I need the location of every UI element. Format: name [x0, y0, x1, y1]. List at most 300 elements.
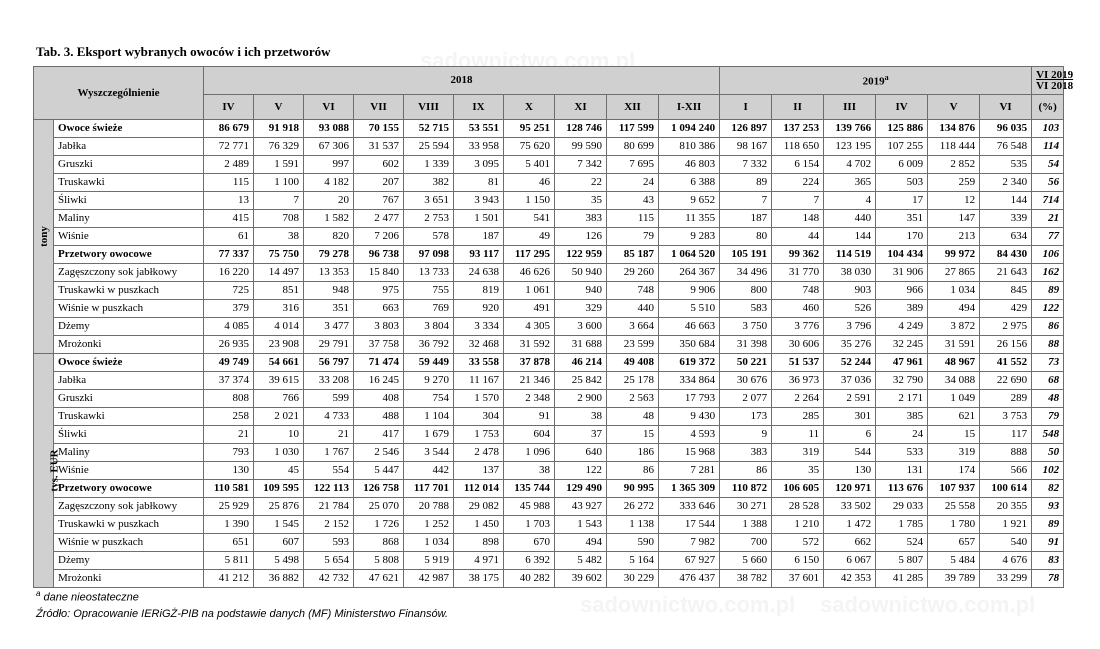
ratio-cell: 56 [1032, 174, 1064, 192]
value-cell: 7 [772, 192, 824, 210]
value-cell: 491 [504, 300, 555, 318]
value-cell: 5 919 [404, 552, 454, 570]
value-cell: 41 552 [980, 354, 1032, 372]
value-cell: 21 784 [304, 498, 354, 516]
value-cell: 33 558 [454, 354, 504, 372]
ratio-cell: 79 [1032, 408, 1064, 426]
value-cell: 460 [772, 300, 824, 318]
value-cell: 112 014 [454, 480, 504, 498]
value-cell: 1 210 [772, 516, 824, 534]
value-cell: 621 [928, 408, 980, 426]
value-cell: 30 271 [720, 498, 772, 516]
value-cell: 1 390 [204, 516, 254, 534]
value-cell: 657 [928, 534, 980, 552]
value-cell: 93 117 [454, 246, 504, 264]
value-cell: 36 792 [404, 336, 454, 354]
value-cell: 20 788 [404, 498, 454, 516]
header-month-2019: IV [876, 95, 928, 120]
value-cell: 110 581 [204, 480, 254, 498]
value-cell: 42 353 [824, 570, 876, 588]
row-label: Owoce świeże [54, 354, 204, 372]
ratio-cell: 122 [1032, 300, 1064, 318]
value-cell: 51 537 [772, 354, 824, 372]
table-row [34, 408, 1064, 426]
footnote [36, 589, 139, 604]
value-cell: 4 305 [504, 318, 555, 336]
value-cell: 2 340 [980, 174, 1032, 192]
value-cell: 96 035 [980, 120, 1032, 138]
value-cell: 75 750 [254, 246, 304, 264]
value-cell: 1 545 [254, 516, 304, 534]
value-cell: 29 082 [454, 498, 504, 516]
row-label: Zagęszczony sok jabłkowy [54, 498, 204, 516]
value-cell: 207 [354, 174, 404, 192]
value-cell: 25 929 [204, 498, 254, 516]
value-cell: 2 171 [876, 390, 928, 408]
value-cell: 174 [928, 462, 980, 480]
value-cell: 42 732 [304, 570, 354, 588]
value-cell: 39 615 [254, 372, 304, 390]
value-cell: 1 034 [404, 534, 454, 552]
value-cell: 38 [254, 228, 304, 246]
value-cell: 607 [254, 534, 304, 552]
value-cell: 948 [304, 282, 354, 300]
value-cell: 25 876 [254, 498, 304, 516]
value-cell: 808 [204, 390, 254, 408]
value-cell: 541 [504, 210, 555, 228]
value-cell: 95 251 [504, 120, 555, 138]
row-label: Mrożonki [54, 336, 204, 354]
header-month-2019: I [720, 95, 772, 120]
value-cell: 137 [454, 462, 504, 480]
value-cell: 21 [204, 426, 254, 444]
value-cell: 28 528 [772, 498, 824, 516]
value-cell: 122 [555, 462, 607, 480]
value-cell: 99 590 [555, 138, 607, 156]
value-cell: 5 447 [354, 462, 404, 480]
value-cell: 2 563 [607, 390, 659, 408]
value-cell: 662 [824, 534, 876, 552]
value-cell: 1 921 [980, 516, 1032, 534]
value-cell: 5 401 [504, 156, 555, 174]
value-cell: 29 260 [607, 264, 659, 282]
watermark: sadownictwo.com.pl [580, 592, 796, 617]
value-cell: 24 [607, 174, 659, 192]
value-cell: 22 [555, 174, 607, 192]
value-cell: 31 591 [928, 336, 980, 354]
value-cell: 31 688 [555, 336, 607, 354]
ratio-cell: 73 [1032, 354, 1064, 372]
header-month-2018: I-XII [659, 95, 720, 120]
value-cell: 7 206 [354, 228, 404, 246]
value-cell: 15 [607, 426, 659, 444]
value-cell: 566 [980, 462, 1032, 480]
table-row [34, 570, 1064, 588]
value-cell: 259 [928, 174, 980, 192]
value-cell: 285 [772, 408, 824, 426]
header-year-2019-text: 2019 [862, 75, 885, 88]
value-cell: 2 900 [555, 390, 607, 408]
value-cell: 5 510 [659, 300, 720, 318]
value-cell: 3 943 [454, 192, 504, 210]
table-row [34, 246, 1064, 264]
value-cell: 120 971 [824, 480, 876, 498]
value-cell: 37 601 [772, 570, 824, 588]
ratio-cell: 89 [1032, 282, 1064, 300]
value-cell: 49 [504, 228, 555, 246]
value-cell: 117 [980, 426, 1032, 444]
value-cell: 71 474 [354, 354, 404, 372]
value-cell: 10 [254, 426, 304, 444]
value-cell: 476 437 [659, 570, 720, 588]
value-cell: 38 [504, 462, 555, 480]
value-cell: 868 [354, 534, 404, 552]
value-cell: 79 278 [304, 246, 354, 264]
header-month-2018: VII [354, 95, 404, 120]
table-row [34, 390, 1064, 408]
value-cell: 379 [204, 300, 254, 318]
value-cell: 31 537 [354, 138, 404, 156]
value-cell: 41 212 [204, 570, 254, 588]
value-cell: 17 793 [659, 390, 720, 408]
value-cell: 599 [304, 390, 354, 408]
value-cell: 5 811 [204, 552, 254, 570]
unit-label: tys. EUR [48, 449, 61, 492]
value-cell: 25 070 [354, 498, 404, 516]
table-row [34, 426, 1064, 444]
value-cell: 4 085 [204, 318, 254, 336]
value-cell: 147 [928, 210, 980, 228]
value-cell: 48 967 [928, 354, 980, 372]
row-label: Wiśnie [54, 462, 204, 480]
value-cell: 2 021 [254, 408, 304, 426]
value-cell: 144 [824, 228, 876, 246]
value-cell: 77 337 [204, 246, 254, 264]
value-cell: 819 [454, 282, 504, 300]
table-row [34, 516, 1064, 534]
value-cell: 33 502 [824, 498, 876, 516]
value-cell: 109 595 [254, 480, 304, 498]
value-cell: 46 663 [659, 318, 720, 336]
value-cell: 1 365 309 [659, 480, 720, 498]
value-cell: 7 [254, 192, 304, 210]
value-cell: 429 [980, 300, 1032, 318]
table-title: Tab. 3. Eksport wybranych owoców i ich przetworów [36, 44, 331, 59]
value-cell: 535 [980, 156, 1032, 174]
value-cell: 97 098 [404, 246, 454, 264]
value-cell: 46 214 [555, 354, 607, 372]
value-cell: 2 152 [304, 516, 354, 534]
header-month-2018: V [254, 95, 304, 120]
value-cell: 105 191 [720, 246, 772, 264]
value-cell: 1 726 [354, 516, 404, 534]
value-cell: 49 749 [204, 354, 254, 372]
row-label: Przetwory owocowe [54, 246, 204, 264]
value-cell: 27 865 [928, 264, 980, 282]
value-cell: 319 [928, 444, 980, 462]
value-cell: 1 388 [720, 516, 772, 534]
value-cell: 748 [607, 282, 659, 300]
value-cell: 1 450 [454, 516, 504, 534]
ratio-cell: 82 [1032, 480, 1064, 498]
value-cell: 37 374 [204, 372, 254, 390]
value-cell: 7 695 [607, 156, 659, 174]
table-body [34, 120, 1064, 588]
value-cell: 130 [204, 462, 254, 480]
value-cell: 382 [404, 174, 454, 192]
ratio-cell: 68 [1032, 372, 1064, 390]
ratio-cell: 50 [1032, 444, 1064, 462]
value-cell: 47 621 [354, 570, 404, 588]
value-cell: 35 [772, 462, 824, 480]
value-cell: 16 220 [204, 264, 254, 282]
value-cell: 3 750 [720, 318, 772, 336]
value-cell: 1 150 [504, 192, 555, 210]
value-cell: 6 009 [876, 156, 928, 174]
value-cell: 3 776 [772, 318, 824, 336]
value-cell: 34 088 [928, 372, 980, 390]
value-cell: 3 544 [404, 444, 454, 462]
header-month-2018: VI [304, 95, 354, 120]
value-cell: 5 164 [607, 552, 659, 570]
header-month-2019: II [772, 95, 824, 120]
value-cell: 23 908 [254, 336, 304, 354]
value-cell: 940 [555, 282, 607, 300]
value-cell: 329 [555, 300, 607, 318]
value-cell: 3 753 [980, 408, 1032, 426]
unit-label-cell [34, 120, 54, 354]
value-cell: 1 104 [404, 408, 454, 426]
table-row [34, 480, 1064, 498]
footnote-text: dane nieostateczne [40, 591, 139, 604]
value-cell: 21 [304, 426, 354, 444]
value-cell: 38 [555, 408, 607, 426]
value-cell: 90 995 [607, 480, 659, 498]
value-cell: 25 178 [607, 372, 659, 390]
value-cell: 1 061 [504, 282, 555, 300]
value-cell: 38 030 [824, 264, 876, 282]
row-label: Truskawki w puszkach [54, 282, 204, 300]
ratio-cell: 548 [1032, 426, 1064, 444]
value-cell: 34 496 [720, 264, 772, 282]
value-cell: 31 592 [504, 336, 555, 354]
value-cell: 1 094 240 [659, 120, 720, 138]
value-cell: 572 [772, 534, 824, 552]
ratio-cell: 21 [1032, 210, 1064, 228]
value-cell: 23 599 [607, 336, 659, 354]
value-cell: 334 864 [659, 372, 720, 390]
value-cell: 440 [607, 300, 659, 318]
value-cell: 258 [204, 408, 254, 426]
unit-label: tony [37, 226, 50, 247]
value-cell: 6 388 [659, 174, 720, 192]
value-cell: 488 [354, 408, 404, 426]
value-cell: 29 791 [304, 336, 354, 354]
ratio-cell: 102 [1032, 462, 1064, 480]
value-cell: 117 295 [504, 246, 555, 264]
value-cell: 544 [824, 444, 876, 462]
value-cell: 35 276 [824, 336, 876, 354]
value-cell: 350 684 [659, 336, 720, 354]
value-cell: 42 987 [404, 570, 454, 588]
value-cell: 33 208 [304, 372, 354, 390]
value-cell: 408 [354, 390, 404, 408]
value-cell: 494 [555, 534, 607, 552]
value-cell: 7 982 [659, 534, 720, 552]
value-cell: 47 961 [876, 354, 928, 372]
value-cell: 578 [404, 228, 454, 246]
value-cell: 526 [824, 300, 876, 318]
value-cell: 385 [876, 408, 928, 426]
value-cell: 3 334 [454, 318, 504, 336]
value-cell: 793 [204, 444, 254, 462]
value-cell: 1 100 [254, 174, 304, 192]
table-row [34, 138, 1064, 156]
value-cell: 107 937 [928, 480, 980, 498]
value-cell: 43 [607, 192, 659, 210]
value-cell: 1 034 [928, 282, 980, 300]
value-cell: 79 [607, 228, 659, 246]
value-cell: 1 543 [555, 516, 607, 534]
header-ratio-bottom: VI 2018 [1036, 79, 1074, 92]
value-cell: 20 [304, 192, 354, 210]
value-cell: 3 796 [824, 318, 876, 336]
value-cell: 26 272 [607, 498, 659, 516]
table-row [34, 156, 1064, 174]
value-cell: 70 155 [354, 120, 404, 138]
value-cell: 21 346 [504, 372, 555, 390]
value-cell: 80 [720, 228, 772, 246]
value-cell: 442 [404, 462, 454, 480]
ratio-cell: 106 [1032, 246, 1064, 264]
value-cell: 224 [772, 174, 824, 192]
value-cell: 76 329 [254, 138, 304, 156]
row-label: Wiśnie w puszkach [54, 300, 204, 318]
header-year-2019-sup: a [884, 72, 889, 82]
header-month-2018: XI [555, 95, 607, 120]
value-cell: 36 973 [772, 372, 824, 390]
watermark: sadownictwo.com.pl [820, 592, 1036, 617]
header-label: Wyszczególnienie [34, 67, 204, 120]
row-label: Wiśnie [54, 228, 204, 246]
value-cell: 417 [354, 426, 404, 444]
value-cell: 122 959 [555, 246, 607, 264]
header-ratio [1032, 67, 1074, 95]
value-cell: 187 [720, 210, 772, 228]
value-cell: 1 339 [404, 156, 454, 174]
value-cell: 1 252 [404, 516, 454, 534]
value-cell: 533 [876, 444, 928, 462]
value-cell: 113 676 [876, 480, 928, 498]
value-cell: 26 935 [204, 336, 254, 354]
value-cell: 26 156 [980, 336, 1032, 354]
value-cell: 5 482 [555, 552, 607, 570]
value-cell: 494 [928, 300, 980, 318]
value-cell: 40 282 [504, 570, 555, 588]
value-cell: 187 [454, 228, 504, 246]
value-cell: 2 264 [772, 390, 824, 408]
value-cell: 4 733 [304, 408, 354, 426]
value-cell: 651 [204, 534, 254, 552]
table-row [34, 462, 1064, 480]
value-cell: 96 738 [354, 246, 404, 264]
value-cell: 129 490 [555, 480, 607, 498]
value-cell: 99 972 [928, 246, 980, 264]
value-cell: 3 664 [607, 318, 659, 336]
value-cell: 115 [204, 174, 254, 192]
watermark: sadownictwo.com.pl [420, 48, 636, 73]
value-cell: 6 067 [824, 552, 876, 570]
value-cell: 3 872 [928, 318, 980, 336]
value-cell: 11 167 [454, 372, 504, 390]
value-cell: 45 988 [504, 498, 555, 516]
value-cell: 12 [928, 192, 980, 210]
value-cell: 748 [772, 282, 824, 300]
value-cell: 76 548 [980, 138, 1032, 156]
value-cell: 851 [254, 282, 304, 300]
value-cell: 35 [555, 192, 607, 210]
table-row [34, 498, 1064, 516]
value-cell: 634 [980, 228, 1032, 246]
value-cell: 39 602 [555, 570, 607, 588]
value-cell: 5 807 [876, 552, 928, 570]
ratio-cell: 54 [1032, 156, 1064, 174]
table-row [34, 300, 1064, 318]
header-month-2019: III [824, 95, 876, 120]
value-cell: 126 [555, 228, 607, 246]
source-note: Źródło: Opracowanie IERiGŻ-PIB na podstawie danych (MF) Ministerstwo Finansów. [36, 608, 449, 620]
value-cell: 213 [928, 228, 980, 246]
value-cell: 131 [876, 462, 928, 480]
value-cell: 7 342 [555, 156, 607, 174]
value-cell: 84 430 [980, 246, 1032, 264]
value-cell: 117 599 [607, 120, 659, 138]
value-cell: 700 [720, 534, 772, 552]
table-row [34, 354, 1064, 372]
value-cell: 67 927 [659, 552, 720, 570]
value-cell: 1 138 [607, 516, 659, 534]
value-cell: 110 872 [720, 480, 772, 498]
value-cell: 554 [304, 462, 354, 480]
row-label: Maliny [54, 210, 204, 228]
value-cell: 24 638 [454, 264, 504, 282]
value-cell: 754 [404, 390, 454, 408]
value-cell: 31 770 [772, 264, 824, 282]
row-label: Jabłka [54, 138, 204, 156]
value-cell: 9 283 [659, 228, 720, 246]
value-cell: 75 620 [504, 138, 555, 156]
value-cell: 1 582 [304, 210, 354, 228]
table-row [34, 210, 1064, 228]
ratio-cell: 103 [1032, 120, 1064, 138]
value-cell: 898 [454, 534, 504, 552]
value-cell: 1 753 [454, 426, 504, 444]
value-cell: 3 651 [404, 192, 454, 210]
value-cell: 30 676 [720, 372, 772, 390]
value-cell: 4 971 [454, 552, 504, 570]
value-cell: 38 782 [720, 570, 772, 588]
value-cell: 9 [720, 426, 772, 444]
table-row [34, 318, 1064, 336]
value-cell: 2 852 [928, 156, 980, 174]
value-cell: 1 501 [454, 210, 504, 228]
value-cell: 43 927 [555, 498, 607, 516]
table-row [34, 444, 1064, 462]
value-cell: 845 [980, 282, 1032, 300]
value-cell: 148 [772, 210, 824, 228]
value-cell: 755 [404, 282, 454, 300]
value-cell: 115 [607, 210, 659, 228]
